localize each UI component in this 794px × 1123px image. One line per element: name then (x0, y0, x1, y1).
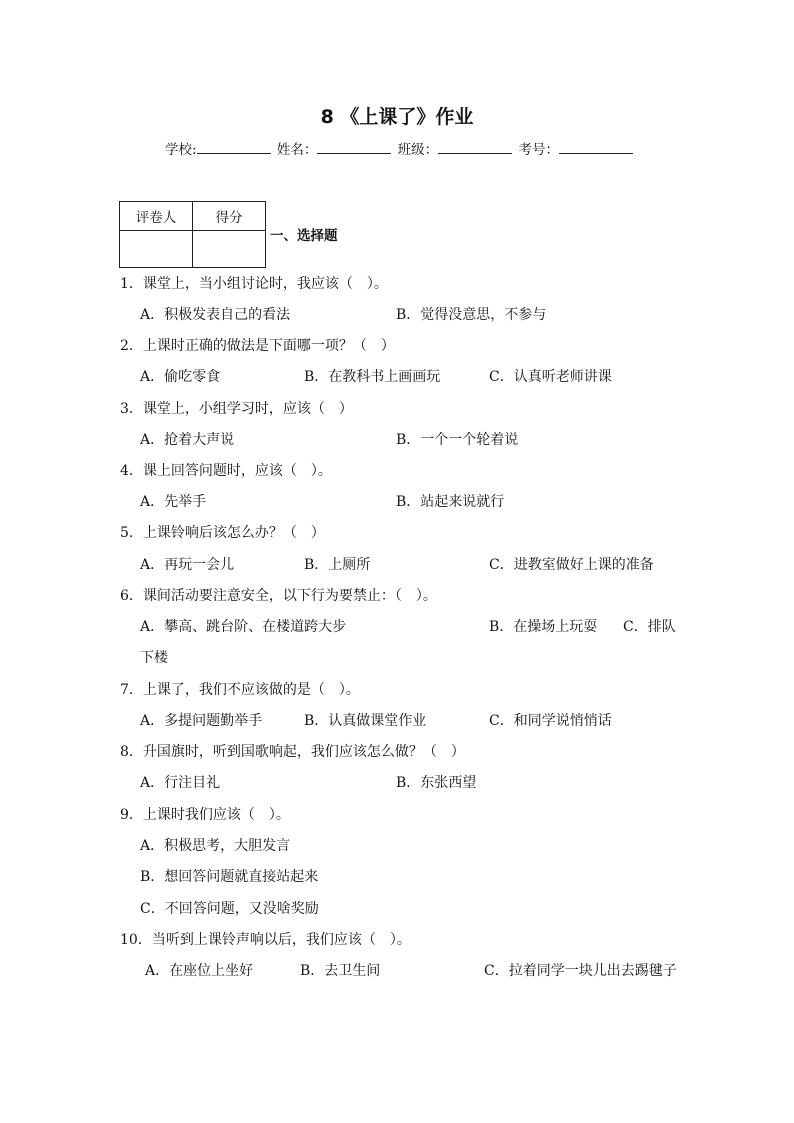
q2-option-a[interactable]: A．偷吃零食 (140, 369, 221, 385)
school-blank[interactable] (197, 139, 271, 154)
question-4: 4．课上回答问题时，应该（ ）。 (120, 463, 332, 479)
q2-option-b[interactable]: B．在教科书上画画玩 (304, 369, 441, 385)
class-blank[interactable] (438, 139, 512, 154)
question-3: 3．课堂上，小组学习时，应该（ ） (120, 401, 353, 417)
section-title: 一、选择题 (270, 228, 338, 244)
score-table (119, 201, 266, 268)
q10-option-c[interactable]: C．拉着同学一块儿出去踢毽子 (484, 963, 677, 979)
q10-option-b[interactable]: B．去卫生间 (300, 963, 381, 979)
question-10: 10．当听到上课铃声响以后，我们应该（ ）。 (120, 932, 411, 948)
score-cell[interactable] (193, 231, 266, 268)
school-label: 学校: (165, 142, 197, 158)
question-1: 1．课堂上，当小组讨论时，我应该（ ）。 (120, 276, 388, 292)
page-title: 8 《上课了》作业 (320, 106, 474, 128)
q6-option-c-continued[interactable]: 下楼 (140, 650, 168, 666)
score-header: 得分 (193, 202, 266, 231)
q3-option-b[interactable]: B．一个一个轮着说 (396, 432, 519, 448)
q5-option-c[interactable]: C．进教室做好上课的准备 (489, 557, 654, 573)
q6-option-b[interactable]: B．在操场上玩耍 (489, 619, 598, 635)
q1-option-a[interactable]: A．积极发表自己的看法 (140, 307, 291, 323)
class-label: 班级： (397, 142, 439, 158)
q7-option-c[interactable]: C．和同学说悄悄话 (489, 713, 612, 729)
q9-option-b[interactable]: B．想回答问题就直接站起来 (140, 869, 319, 885)
q8-option-b[interactable]: B．东张西望 (396, 775, 477, 791)
q7-option-a[interactable]: A．多提问题勤举手 (140, 713, 263, 729)
question-7: 7．上课了，我们不应该做的是（ ）。 (120, 682, 360, 698)
question-2: 2．上课时正确的做法是下面哪一项？（ ） (120, 338, 395, 354)
grader-header: 评卷人 (120, 202, 193, 231)
q4-option-b[interactable]: B．站起来说就行 (396, 494, 505, 510)
q10-option-a[interactable]: A．在座位上坐好 (145, 963, 254, 979)
number-blank[interactable] (559, 139, 633, 154)
student-info-line (165, 138, 635, 158)
grader-cell[interactable] (120, 231, 193, 268)
question-6: 6．课间活动要注意安全，以下行为要禁止：（ ）。 (120, 588, 437, 604)
q9-option-c[interactable]: C．不回答问题，又没啥奖励 (140, 901, 319, 917)
q1-option-b[interactable]: B．觉得没意思，不参与 (396, 307, 547, 323)
q3-option-a[interactable]: A．抢着大声说 (140, 432, 235, 448)
question-9: 9．上课时我们应该（ ）。 (120, 807, 290, 823)
q9-option-a[interactable]: A．积极思考，大胆发言 (140, 838, 291, 854)
q7-option-b[interactable]: B．认真做课堂作业 (304, 713, 427, 729)
name-label: 姓名： (276, 142, 318, 158)
q6-option-a[interactable]: A．攀高、跳台阶、在楼道跨大步 (140, 619, 347, 635)
q5-option-a[interactable]: A．再玩一会儿 (140, 557, 235, 573)
q2-option-c[interactable]: C．认真听老师讲课 (489, 369, 612, 385)
q5-option-b[interactable]: B．上厕所 (304, 557, 371, 573)
q6-option-c[interactable]: C．排队 (623, 619, 676, 635)
question-8: 8．升国旗时，听到国歌响起，我们应该怎么做？（ ） (120, 744, 465, 760)
name-blank[interactable] (317, 139, 391, 154)
q8-option-a[interactable]: A．行注目礼 (140, 775, 221, 791)
number-label: 考号： (518, 142, 559, 158)
question-5: 5．上课铃响后该怎么办？（ ） (120, 525, 325, 541)
q4-option-a[interactable]: A．先举手 (140, 494, 207, 510)
